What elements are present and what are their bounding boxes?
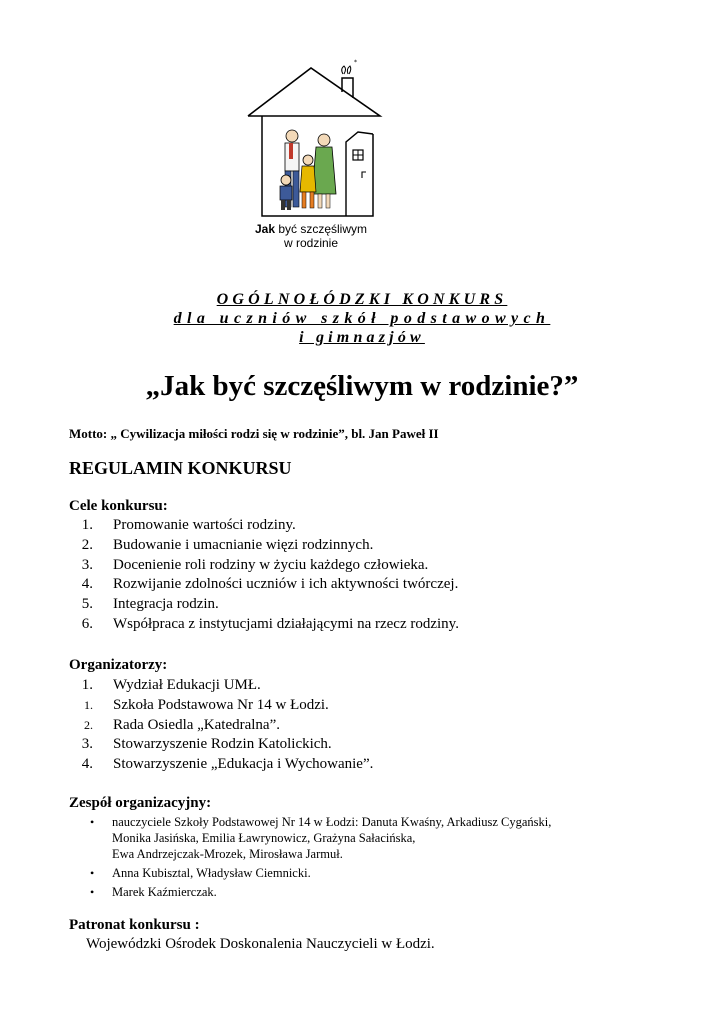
- list-number: 1.: [81, 677, 93, 693]
- logo-caption-line1: być szczęśliwym: [275, 222, 368, 236]
- goals-list: [69, 516, 459, 635]
- bullet-icon: •: [90, 866, 95, 880]
- list-item: [69, 696, 373, 716]
- list-number: 2.: [84, 717, 93, 732]
- list-item: [69, 755, 373, 775]
- heading-line-2: dla uczniów szkół podstawowych: [173, 310, 551, 327]
- list-item-text: Integracja rodzin.: [113, 596, 219, 613]
- list-item-text: Marek Kaźmierczak.: [112, 885, 217, 899]
- svg-text:*: *: [354, 59, 357, 66]
- house-family-logo: [236, 54, 386, 254]
- list-item: [69, 575, 459, 595]
- list-number: 4.: [81, 576, 93, 593]
- list-item-text: Docenienie roli rodziny w życiu każdego człowieka.: [113, 556, 429, 573]
- logo-caption-bold: Jak: [254, 222, 275, 236]
- list-item-text: Budowanie i umacnianie więzi rodzinnych.: [113, 536, 374, 553]
- list-item-text: Rada Osiedla „Katedralna”.: [113, 716, 280, 733]
- list-number: 2.: [81, 536, 93, 553]
- heading-line-1: OGÓLNOŁÓDZKI KONKURS: [216, 291, 508, 308]
- list-item-text: Rozwijanie zdolności uczniów i ich aktywności twórczej.: [113, 576, 459, 593]
- list-number: 5.: [81, 596, 93, 613]
- organizers-list: [69, 676, 373, 775]
- team-line-2: Monika Jasińska, Emilia Ławrynowicz, Grażyna Sałacińska,: [112, 831, 416, 845]
- list-item: [69, 716, 373, 736]
- list-item: [69, 556, 459, 576]
- list-item: [90, 884, 690, 900]
- list-item-text: Szkoła Podstawowa Nr 14 w Łodzi.: [113, 696, 329, 713]
- list-item: [90, 814, 690, 862]
- bullet-icon: •: [90, 885, 95, 899]
- list-item: [69, 735, 373, 755]
- list-item: [69, 595, 459, 615]
- bullet-icon: •: [90, 815, 95, 829]
- team-heading: Zespół organizacyjny:: [69, 795, 212, 811]
- patronage-heading: Patronat konkursu :: [69, 917, 200, 933]
- list-item-text: Promowanie wartości rodziny.: [113, 517, 296, 533]
- heading-line-3: i gimnazjów: [299, 329, 425, 346]
- page-title: „Jak być szczęśliwym w rodzinie?”: [145, 370, 579, 402]
- team-line-1: nauczyciele Szkoły Podstawowej Nr 14 w Łodzi: Danuta Kwaśny, Arkadiusz Cygański,: [112, 815, 552, 829]
- contest-heading: [0, 290, 724, 347]
- list-item: [69, 676, 373, 696]
- list-number: 3.: [81, 736, 93, 753]
- regulations-title: REGULAMIN KONKURSU: [69, 458, 292, 478]
- organizers-heading: Organizatorzy:: [69, 657, 168, 673]
- list-number: 6.: [81, 615, 93, 632]
- list-number: 4.: [81, 756, 93, 773]
- list-item-text: Współpraca z instytucjami działającymi na rzecz rodziny.: [113, 615, 459, 632]
- list-item-text: Anna Kubisztal, Władysław Ciemnicki.: [112, 866, 311, 880]
- house-drawing-icon: [236, 54, 386, 224]
- list-item-text: Stowarzyszenie Rodzin Katolickich.: [113, 736, 332, 753]
- list-item: [90, 865, 690, 881]
- team-line-3: Ewa Andrzejczak-Mrozek, Mirosława Jarmuł.: [112, 847, 343, 861]
- list-number: 1.: [84, 697, 93, 712]
- list-number: 1.: [81, 517, 93, 533]
- list-number: 3.: [81, 556, 93, 573]
- list-item-text: Wydział Edukacji UMŁ.: [113, 677, 261, 693]
- list-item-text: Stowarzyszenie „Edukacja i Wychowanie”.: [113, 756, 374, 773]
- family-figures-icon: [280, 130, 336, 210]
- list-item: [69, 516, 459, 536]
- logo-caption: [236, 222, 386, 250]
- motto: Motto: „ Cywilizacja miłości rodzi się w rodzinie”, bl. Jan Paweł II: [69, 426, 439, 441]
- patronage-value: Wojewódzki Ośrodek Doskonalenia Nauczycieli w Łodzi.: [86, 936, 435, 952]
- logo-caption-line2: w rodzinie: [283, 236, 339, 250]
- team-list: [90, 814, 690, 903]
- list-item: [69, 536, 459, 556]
- list-item: [69, 615, 459, 635]
- goals-heading: Cele konkursu:: [69, 498, 168, 514]
